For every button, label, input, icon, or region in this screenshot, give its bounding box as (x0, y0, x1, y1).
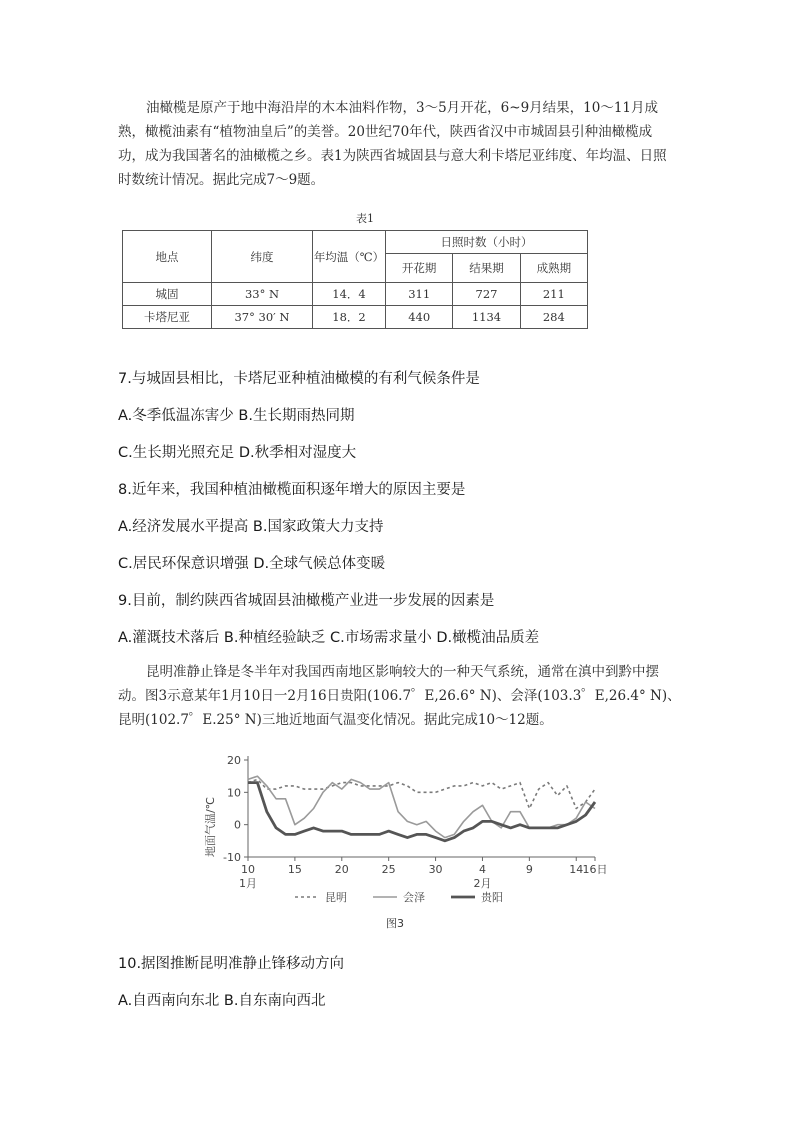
question-10-options: A.自西南向东北 B.自东南向西北 (118, 993, 326, 1009)
header-flowering: 开花期 (386, 254, 453, 283)
question-9-options: A.灌溉技术落后 B.种植经验缺乏 C.市场需求量小 D.橄榄油品质差 (118, 630, 540, 646)
cell-location: 城固 (123, 283, 212, 306)
temperature-chart (200, 745, 610, 940)
figure-caption: 图3 (386, 917, 404, 930)
y-tick-label: 0 (234, 818, 241, 832)
month-label: 2月 (473, 877, 492, 890)
series-line-0 (248, 779, 595, 808)
legend-label: 会泽 (403, 891, 425, 904)
chart-svg (200, 745, 610, 915)
header-latitude: 纬度 (212, 231, 313, 283)
x-tick-label: 25 (381, 863, 396, 876)
x-tick-label: 20 (334, 863, 349, 876)
legend-label: 贵阳 (481, 891, 503, 904)
question-8-options-cd: C.居民环保意识增强 D.全球气候总体变暖 (118, 556, 386, 572)
y-axis-label: 地面气温/℃ (204, 796, 217, 858)
cell-flowering: 311 (386, 283, 453, 306)
cell-fruiting: 727 (453, 283, 520, 306)
cell-latitude: 37° 30′ N (212, 306, 313, 329)
question-7-options-ab: A.冬季低温冻害少 B.生长期雨热同期 (118, 408, 355, 424)
cell-ripening: 211 (520, 283, 587, 306)
table-header-row (123, 231, 588, 254)
header-avg-temp: 年均温（℃） (313, 231, 386, 283)
y-tick-label: 20 (227, 754, 241, 767)
table-row (123, 283, 588, 306)
x-tick-label: 30 (428, 863, 443, 876)
plot-layer (223, 754, 607, 904)
header-fruiting: 结果期 (453, 254, 520, 283)
x-tick-label: 10 (241, 863, 255, 876)
table-title: 表1 (356, 212, 374, 225)
y-tick-label: -10 (223, 851, 241, 864)
table-row (123, 306, 588, 329)
header-location: 地点 (123, 231, 212, 283)
intro-paragraph: 油橄榄是原产于地中海沿岸的木本油料作物，3～5月开花，6~9月结果，10～11月成熟，橄榄油素有“植物油皇后”的美誉。20世纪70年代，陕西省汉中市城固县引种油橄榄成功，成为我国著名的油橄榄之乡。表1为陕西省城固县与意大利卡塔尼亚纬度、年均温、日照时数统计情况。据此完成7～9题。 (118, 100, 667, 188)
cell-location: 卡塔尼亚 (123, 306, 212, 329)
cell-avg-temp: 18．2 (313, 306, 386, 329)
question-7-options-cd: C.生长期光照充足 D.秋季相对湿度大 (118, 445, 357, 461)
x-tick-label: 4 (478, 863, 486, 876)
data-table (122, 230, 588, 329)
header-ripening: 成熟期 (520, 254, 587, 283)
legend-label: 昆明 (325, 891, 347, 904)
cell-ripening: 284 (520, 306, 587, 329)
month-label: 1月 (239, 877, 257, 890)
question-7-stem: 7.与城固县相比，卡塔尼亚种植油橄模的有利气候条件是 (118, 371, 480, 387)
x-tick-label: 14 (569, 863, 584, 876)
question-9-stem: 9.目前，制约陕西省城固县油橄榄产业进一步发展的因素是 (118, 593, 495, 609)
question-8-stem: 8.近年来，我国种植油橄榄面积逐年增大的原因主要是 (118, 482, 466, 498)
cell-fruiting: 1134 (453, 306, 520, 329)
cell-avg-temp: 14．4 (313, 283, 386, 306)
question-10-stem: 10.据图推断昆明准静止锋移动方向 (118, 956, 345, 972)
cell-flowering: 440 (386, 306, 453, 329)
x-tick-label: 9 (525, 863, 533, 876)
y-tick-label: 10 (227, 786, 241, 800)
cell-latitude: 33° N (212, 283, 313, 306)
question-8-options-ab: A.经济发展水平提高 B.国家政策大力支持 (118, 519, 384, 535)
x-tick-label: 15 (287, 863, 302, 876)
second-paragraph: 昆明准静止锋是冬半年对我国西南地区影响较大的一种天气系统，通常在滇中到黔中摆动。图3示意某年1月10日一2月16日贵阳(106.7゜E,26.6° N)、会泽(103.3゜E,26.4° N)、昆明(102.7゜E.25° N)三地近地面气温变化情况。据此完成10～12题。 (118, 664, 681, 728)
series-line-2 (248, 783, 595, 841)
header-sunshine: 日照时数（小时） (386, 231, 588, 254)
x-tick-label: 16日 (582, 863, 608, 876)
